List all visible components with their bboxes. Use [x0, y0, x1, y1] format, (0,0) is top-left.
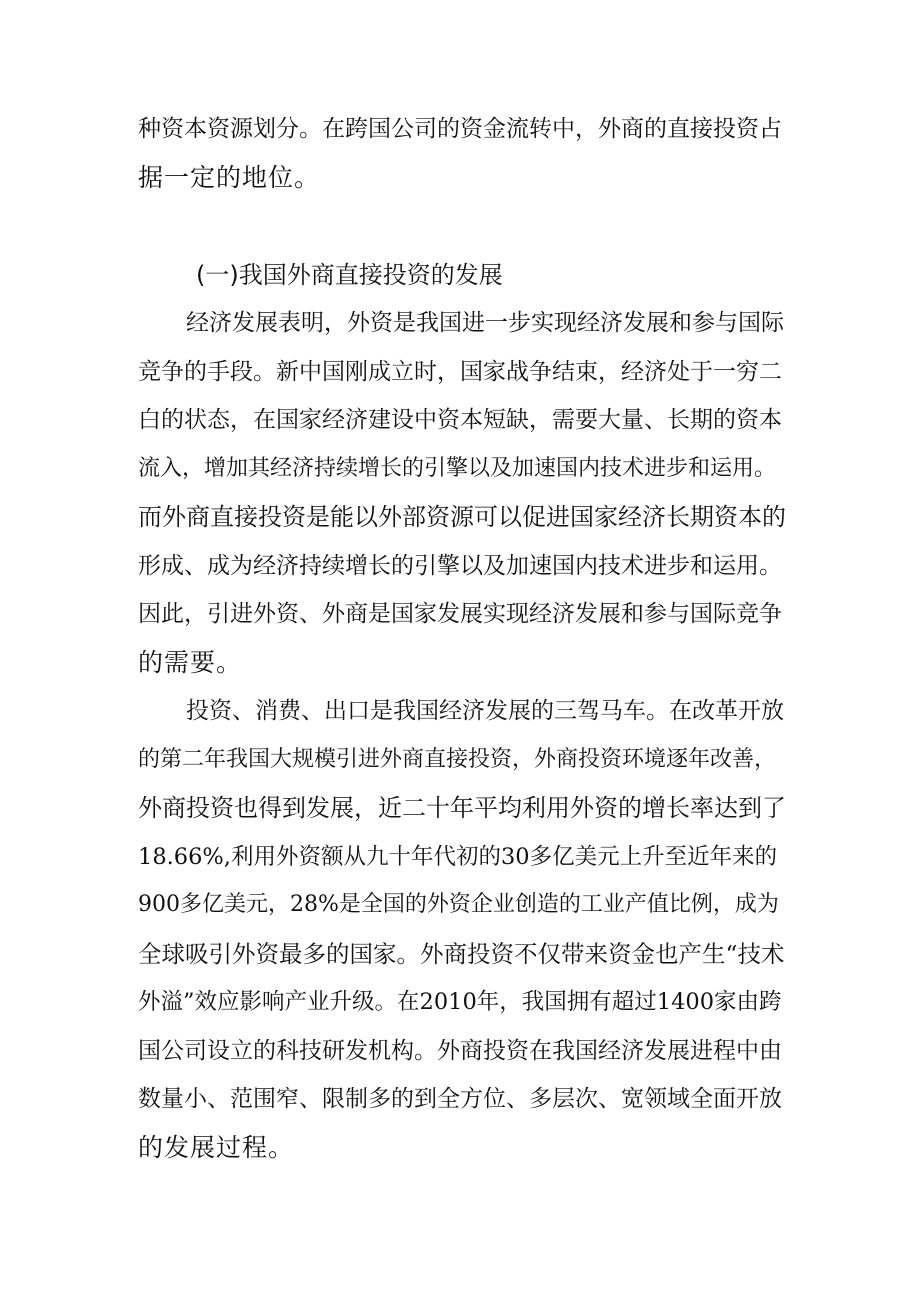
p2-line-9: 数量小、范围窄、限制多的到全方位、多层次、宽领域全面开放: [138, 1086, 782, 1112]
p2-line-2: 的第二年我国大规模引进外商直接投资，外商投资环境逐年改善，: [138, 747, 777, 772]
p2-line-7: 外溢”效应影响产业升级。在2010年，我国拥有超过1400家由跨: [138, 989, 782, 1015]
p2-line-8: 国公司设立的科技研发机构。外商投资在我国经济发展进程中由: [138, 1038, 782, 1064]
p1-line-1: 经济发展表明，外资是我国进一步实现经济发展和参与国际: [186, 310, 784, 336]
p1-line-4: 流入，增加其经济持续增长的引擎以及加速国内技术进步和运用。: [138, 456, 777, 481]
p2-line-5: 900多亿美元，28%是全国的外资企业创造的工业产值比例，成为: [138, 892, 779, 917]
p1-line-6: 形成、成为经济持续增长的引擎以及加速国内技术进步和运用。: [138, 553, 782, 579]
p1-line-8: 的需要。: [138, 648, 243, 677]
p2-line-4: 18.66%,利用外资额从九十年代初的30多亿美元上升至近年来的: [138, 844, 778, 870]
intro-line-1: 种资本资源划分。在跨国公司的资金流转中，外商的直接投资占: [138, 116, 782, 142]
p1-line-3: 白的状态，在国家经济建设中资本短缺，需要大量、长期的资本: [138, 407, 782, 433]
p2-line-3: 外商投资也得到发展，近二十年平均利用外资的增长率达到了: [138, 794, 786, 822]
p2-line-1: 投资、消费、出口是我国经济发展的三驾马车。在改革开放: [186, 698, 784, 724]
section-heading: (一)我国外商直接投资的发展: [196, 261, 503, 289]
p1-line-7: 因此，引进外资、外商是国家发展实现经济发展和参与国际竞争: [138, 601, 782, 627]
p1-line-5: 而外商直接投资是能以外部资源可以促进国家经济长期资本的: [138, 503, 786, 531]
p2-line-6: 全球吸引外资最多的国家。外商投资不仅带来资金也产生“技术: [138, 940, 785, 968]
intro-line-2: 据一定的地位。: [138, 163, 321, 192]
p1-line-2: 竞争的手段。新中国刚成立时，国家战争结束，经济处于一穷二: [138, 359, 782, 385]
p2-line-10: 的发展过程。: [138, 1133, 295, 1162]
